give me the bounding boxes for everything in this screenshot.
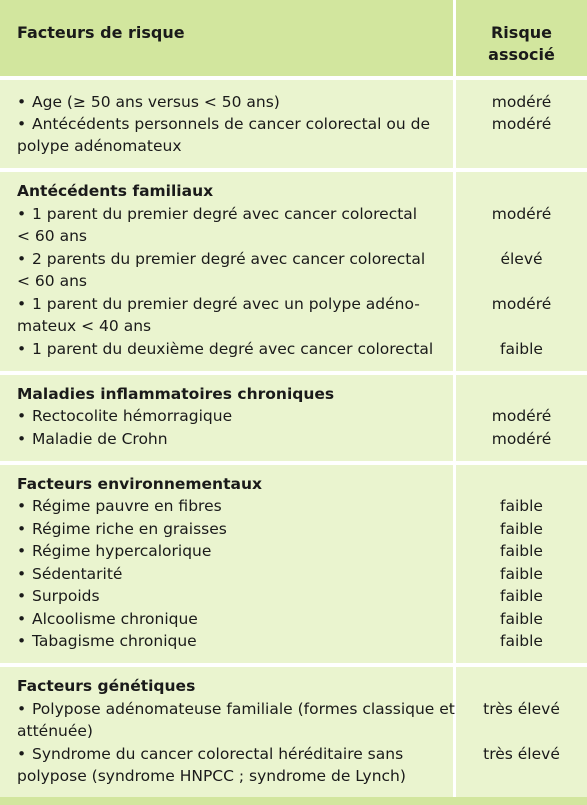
section-divider (0, 371, 587, 375)
risk-value: faible (500, 497, 543, 515)
risk-value: faible (500, 542, 543, 560)
risk-value: modéré (491, 205, 552, 223)
risk-value: modéré (491, 115, 552, 133)
bullet: • (17, 542, 27, 560)
risk-value: très élevé (483, 700, 560, 718)
bullet: • (17, 205, 27, 223)
bullet: • (17, 632, 27, 650)
list-item: Age (≥ 50 ans versus < 50 ans) (32, 93, 280, 111)
risk-value: modéré (491, 295, 552, 313)
risk-value: faible (500, 610, 543, 628)
bullet: • (17, 520, 27, 538)
bullet: • (17, 587, 27, 605)
section-title: Maladies inflammatoires chroniques (17, 385, 335, 403)
list-item: 1 parent du premier degré avec cancer colorectal (32, 205, 418, 223)
bullet: • (17, 430, 27, 448)
list-item: Surpoids (32, 587, 100, 605)
list-item-continued: polypose (syndrome HNPCC ; syndrome de Lynch) (17, 767, 406, 785)
risk-value: modéré (491, 407, 552, 425)
bullet: • (17, 250, 27, 268)
list-item: 1 parent du premier degré avec un polype adéno- (32, 295, 420, 313)
risk-value: élevé (500, 250, 543, 268)
bullet: • (17, 295, 27, 313)
header-risk-factors: Facteurs de risque (17, 23, 185, 42)
table-header (0, 0, 587, 80)
list-item: Régime pauvre en fibres (32, 497, 222, 515)
bullet: • (17, 93, 27, 111)
list-item: Régime riche en graisses (32, 520, 227, 538)
section-title: Antécédents familiaux (17, 182, 214, 200)
list-item: Syndrome du cancer colorectal héréditaire sans (32, 745, 404, 763)
list-item-continued: < 60 ans (17, 227, 87, 245)
bullet: • (17, 497, 27, 515)
list-item: Polypose adénomateuse familiale (formes classique et (32, 700, 455, 718)
section-divider (0, 461, 587, 465)
bullet: • (17, 700, 27, 718)
risk-value: faible (500, 632, 543, 650)
section-title: Facteurs environnementaux (17, 475, 262, 493)
list-item: Tabagisme chronique (32, 632, 197, 650)
section-divider (0, 168, 587, 172)
list-item: Rectocolite hémorragique (32, 407, 233, 425)
risk-value: modéré (491, 430, 552, 448)
list-item-continued: mateux < 40 ans (17, 317, 152, 335)
list-item-continued: atténuée) (17, 722, 93, 740)
risk-value: modéré (491, 93, 552, 111)
bullet: • (17, 745, 27, 763)
bullet: • (17, 565, 27, 583)
list-item: Maladie de Crohn (32, 430, 168, 448)
list-item: 1 parent du deuxième degré avec cancer colorectal (32, 340, 434, 358)
list-item: Sédentarité (32, 565, 123, 583)
list-item: Antécédents personnels de cancer colorectal ou de (32, 115, 430, 133)
list-item: Alcoolisme chronique (32, 610, 198, 628)
bullet: • (17, 610, 27, 628)
bullet: • (17, 115, 27, 133)
risk-value: faible (500, 587, 543, 605)
risk-value: faible (500, 340, 543, 358)
bullet: • (17, 407, 27, 425)
list-item: 2 parents du premier degré avec cancer colorectal (32, 250, 426, 268)
section-divider (0, 663, 587, 667)
list-item-continued: polype adénomateux (17, 137, 182, 155)
section-title: Facteurs génétiques (17, 677, 196, 695)
list-item-continued: < 60 ans (17, 272, 87, 290)
list-item: Régime hypercalorique (32, 542, 212, 560)
header-associated-risk: Risque associé (488, 23, 555, 64)
risk-value: faible (500, 565, 543, 583)
bullet: • (17, 340, 27, 358)
risk-value: très élevé (483, 745, 560, 763)
table-bottom-border (0, 797, 587, 805)
risk-value: faible (500, 520, 543, 538)
